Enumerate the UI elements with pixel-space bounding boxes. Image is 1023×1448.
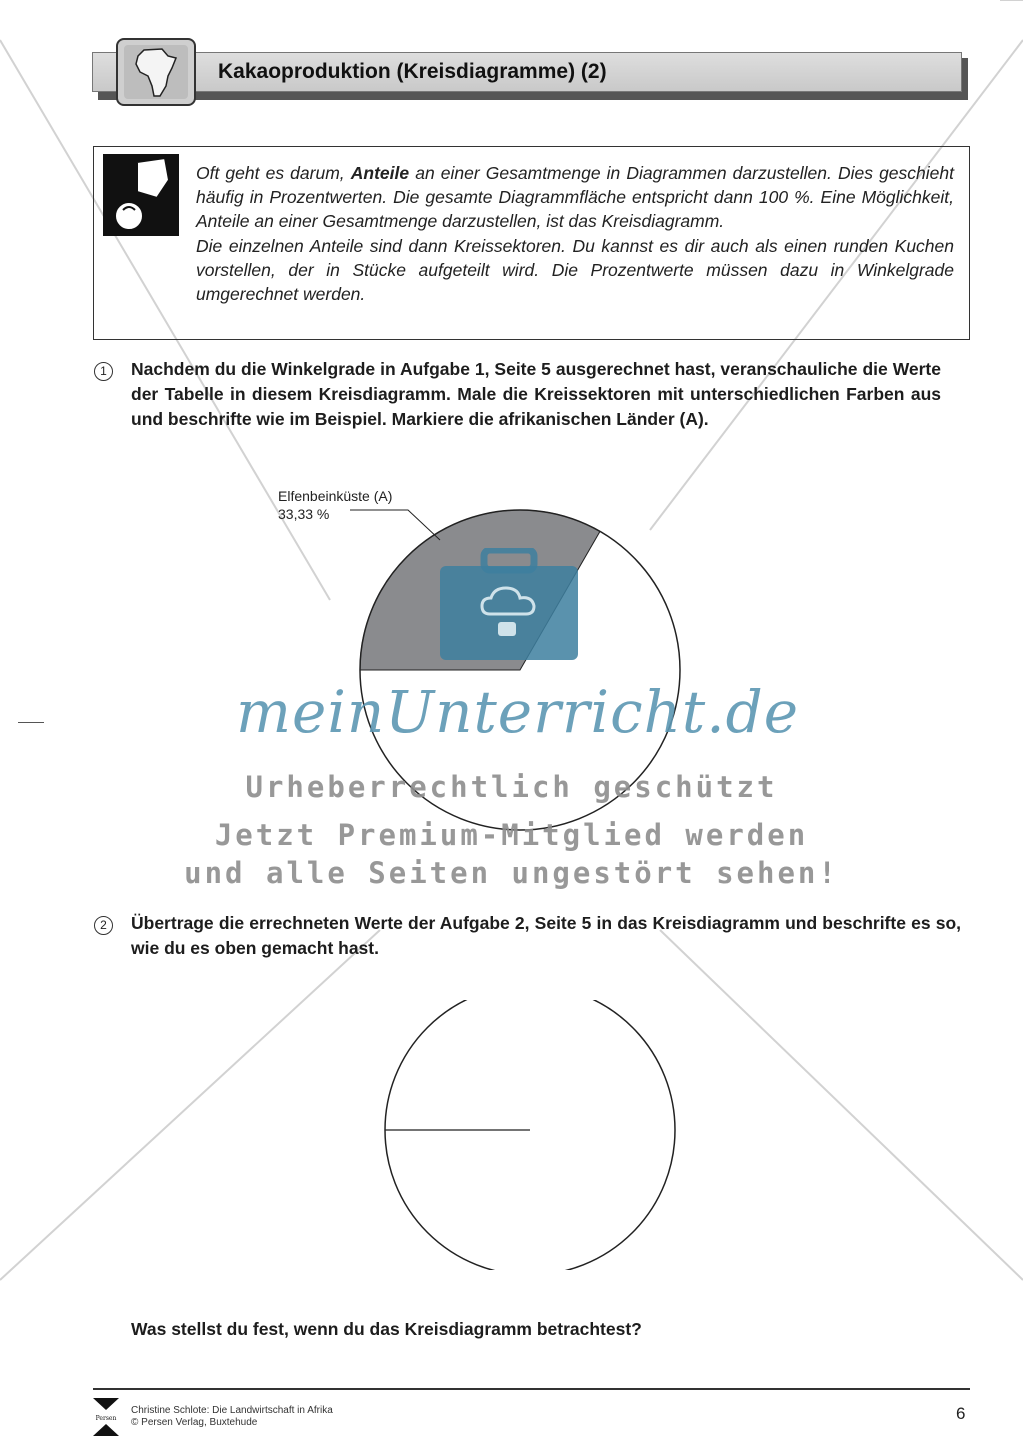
- pie-2-outline: [385, 1000, 675, 1270]
- page-number: 6: [956, 1404, 966, 1423]
- lightbulb-icon: [103, 154, 179, 236]
- side-mark: [18, 722, 44, 723]
- africa-map-icon: [116, 38, 196, 106]
- africa-shape: [132, 46, 182, 100]
- task-1-text: Nachdem du die Winkelgrade in Aufgabe 1, Seite 5 ausgerechnet hast, veranschauliche die Werte der Tabelle in diesem Kreisdiagramm. Male die Kreissektoren mit unterschiedlichen Farben aus und beschrifte wie im Beispiel. Markiere die afrikanischen Länder (A).: [131, 359, 941, 429]
- watermark-line-3: und alle Seiten ungestört sehen!: [184, 856, 839, 890]
- watermark-logo: meinUnterricht.de: [236, 678, 800, 746]
- footer-line-1: Christine Schlote: Die Landwirtschaft in Afrika: [131, 1405, 333, 1416]
- page-title: Kakaoproduktion (Kreisdiagramme) (2): [218, 60, 607, 83]
- watermark-line: [0, 930, 380, 1280]
- label-leader-line: [350, 510, 440, 540]
- info-part1: Oft geht es darum,: [196, 163, 345, 183]
- info-part2: an einer Gesamtmenge in Diagrammen darzustellen. Dies geschieht häufig in Prozentwerten. Die gesamte Diagrammfläche entspricht dann 100 %. Eine Möglichkeit, Anteile an einer Gesamtmenge darzustellen, ist das Kreisdiagramm.: [196, 163, 954, 232]
- info-paragraph2: Die einzelnen Anteile sind dann Kreissektoren. Du kannst es dir auch als einen runden Kuchen vorstellen, der in Stücke aufgeteilt wird. Die Prozentwerte müssen dazu in Winkelgrade umgerechnet werden.: [196, 235, 954, 305]
- footer-rule: [93, 1388, 970, 1390]
- task-number-2: 2: [94, 916, 113, 935]
- watermark-line-2: Jetzt Premium-Mitglied werden: [214, 818, 809, 852]
- footer-text: [131, 1405, 333, 1429]
- pie-chart-1: [330, 480, 710, 870]
- svg-text:Persen: Persen: [95, 1415, 117, 1422]
- task-2-text: Übertrage die errechneten Werte der Aufgabe 2, Seite 5 in das Kreisdiagramm und beschrifte es so, wie du es oben gemacht hast.: [131, 913, 961, 958]
- watermark-line: [660, 930, 1023, 1280]
- slice-label-value: 33,33 %: [278, 506, 330, 522]
- pie-chart-2: [380, 1000, 680, 1270]
- question-text: Was stellst du fest, wenn du das Kreisdiagramm betrachtest?: [131, 1319, 642, 1339]
- info-bold-word: Anteile: [350, 163, 410, 183]
- footer-line-2: © Persen Verlag, Buxtehude: [131, 1417, 258, 1428]
- slice-label-name: Elfenbeinküste (A): [278, 488, 393, 504]
- watermark-line-1: Urheberrechtlich geschützt: [245, 770, 778, 804]
- briefcase-watermark-icon: [436, 548, 582, 664]
- task-number-1: 1: [94, 362, 113, 381]
- info-text: [196, 161, 954, 306]
- publisher-logo: [93, 1398, 119, 1436]
